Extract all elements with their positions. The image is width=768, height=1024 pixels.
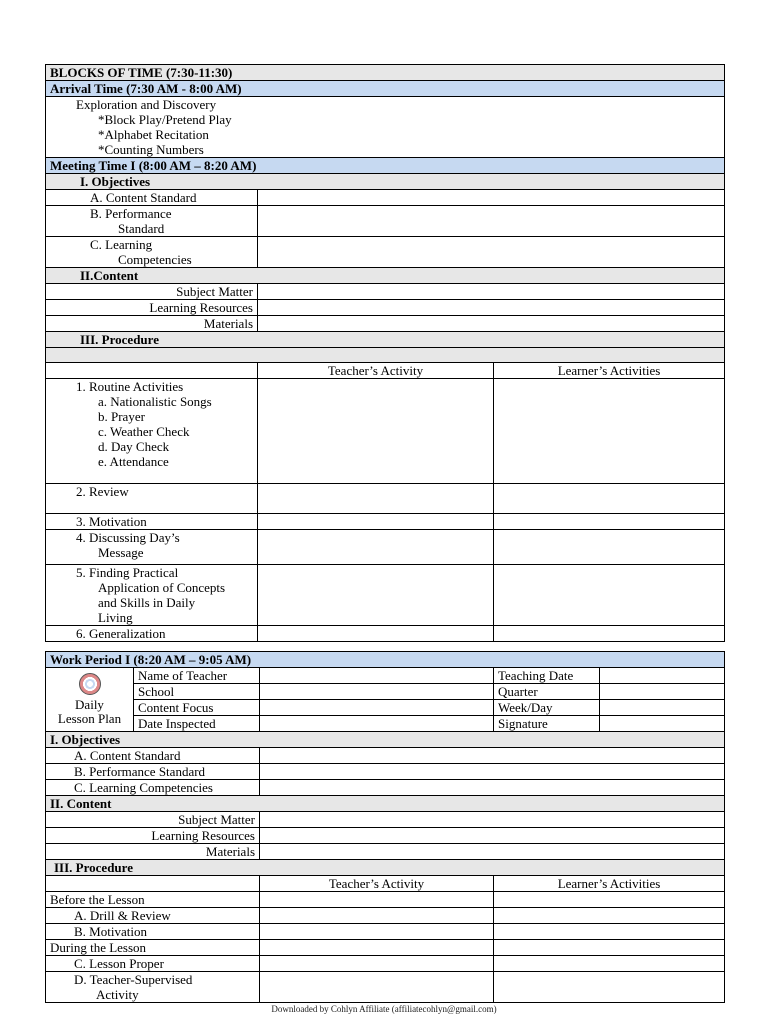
routine-teacher-cell[interactable] [258, 379, 494, 484]
performance-standard-label [46, 206, 258, 237]
meeting-time-heading: Meeting Time I (8:00 AM – 8:20 AM) [46, 158, 725, 174]
review-teacher-cell[interactable] [258, 484, 494, 514]
performance-standard-line: Standard [118, 221, 165, 236]
learning-competencies-label [46, 237, 258, 268]
teacher-supervised-line: D. Teacher-Supervised [74, 972, 193, 987]
motivation-learner-cell[interactable] [494, 924, 725, 940]
school-label: School [134, 684, 260, 700]
content-focus-value[interactable] [260, 700, 494, 716]
discussing-line: 4. Discussing Day’s [76, 530, 180, 545]
finding-line: and Skills in Daily [98, 595, 196, 610]
dlp-logo-cell [46, 668, 134, 732]
teacher-supervised-learner-cell[interactable] [494, 972, 725, 1003]
teacher-supervised-teacher-cell[interactable] [260, 972, 494, 1003]
learning-resources-label: Learning Resources [46, 300, 258, 316]
lesson-proper-label: C. Lesson Proper [46, 956, 260, 972]
procedure-column-blank [46, 363, 258, 379]
exploration-item: *Block Play/Pretend Play [98, 112, 232, 127]
arrival-time-heading: Arrival Time (7:30 AM - 8:00 AM) [46, 81, 725, 97]
before-lesson-label: Before the Lesson [46, 892, 260, 908]
subject-matter-value[interactable] [258, 284, 725, 300]
during-lesson-learner-cell[interactable] [494, 940, 725, 956]
materials-value[interactable] [260, 844, 725, 860]
routine-learner-cell[interactable] [494, 379, 725, 484]
name-of-teacher-value[interactable] [260, 668, 494, 684]
learning-competencies-line: Competencies [118, 252, 192, 267]
learning-competencies-value[interactable] [258, 237, 725, 268]
dlp-label-line: Lesson Plan [57, 711, 122, 726]
signature-label: Signature [494, 716, 600, 732]
performance-standard-label: B. Performance Standard [46, 764, 260, 780]
download-footer: Downloaded by Cohlyn Affiliate (affiliatecohlyn@gmail.com) [271, 1004, 497, 1014]
finding-line: Application of Concepts [98, 580, 226, 595]
performance-standard-value[interactable] [260, 764, 725, 780]
discussing-learner-cell[interactable] [494, 530, 725, 565]
content-heading: II. Content [46, 796, 725, 812]
routine-list [76, 394, 253, 469]
motivation-learner-cell[interactable] [494, 514, 725, 530]
discussing-label [46, 530, 258, 565]
list-item: b. Prayer [98, 409, 145, 424]
work-period-table [45, 651, 725, 1003]
content-standard-label: A. Content Standard [46, 748, 260, 764]
lesson-proper-learner-cell[interactable] [494, 956, 725, 972]
content-focus-label: Content Focus [134, 700, 260, 716]
generalization-teacher-cell[interactable] [258, 626, 494, 642]
discussing-teacher-cell[interactable] [258, 530, 494, 565]
finding-label [46, 565, 258, 626]
dlp-label-line: Daily [75, 697, 104, 712]
review-learner-cell[interactable] [494, 484, 725, 514]
routine-activities-title: 1. Routine Activities [76, 379, 184, 394]
teacher-supervised-line: Activity [96, 987, 139, 1002]
exploration-cell [46, 97, 725, 158]
generalization-learner-cell[interactable] [494, 626, 725, 642]
list-item: e. Attendance [98, 454, 169, 469]
subject-matter-label: Subject Matter [46, 284, 258, 300]
procedure-heading: III. Procedure [46, 332, 725, 348]
name-of-teacher-label: Name of Teacher [134, 668, 260, 684]
during-lesson-label: During the Lesson [46, 940, 260, 956]
learners-activities-header: Learner’s Activities [494, 363, 725, 379]
review-label: 2. Review [46, 484, 258, 514]
learning-competencies-label: C. Learning Competencies [46, 780, 260, 796]
performance-standard-value[interactable] [258, 206, 725, 237]
discussing-line: Message [98, 545, 144, 560]
motivation-teacher-cell[interactable] [260, 924, 494, 940]
school-value[interactable] [260, 684, 494, 700]
learning-resources-label: Learning Resources [46, 828, 260, 844]
week-day-value[interactable] [600, 700, 725, 716]
signature-value[interactable] [600, 716, 725, 732]
teachers-activity-header: Teacher’s Activity [258, 363, 494, 379]
teaching-date-value[interactable] [600, 668, 725, 684]
learning-competencies-value[interactable] [260, 780, 725, 796]
materials-label: Materials [46, 316, 258, 332]
list-item: d. Day Check [98, 439, 170, 454]
finding-line: Living [98, 610, 133, 625]
drill-review-label: A. Drill & Review [46, 908, 260, 924]
content-standard-value[interactable] [260, 748, 725, 764]
learning-resources-value[interactable] [260, 828, 725, 844]
teachers-activity-header: Teacher’s Activity [260, 876, 494, 892]
performance-standard-line: B. Performance [90, 206, 172, 221]
finding-teacher-cell[interactable] [258, 565, 494, 626]
during-lesson-teacher-cell[interactable] [260, 940, 494, 956]
content-standard-value[interactable] [258, 190, 725, 206]
date-inspected-value[interactable] [260, 716, 494, 732]
procedure-column-blank [46, 876, 260, 892]
motivation-teacher-cell[interactable] [258, 514, 494, 530]
teacher-supervised-label [46, 972, 260, 1003]
finding-line: 5. Finding Practical [76, 565, 179, 580]
objectives-heading: I. Objectives [46, 174, 725, 190]
blocks-of-time-table [45, 64, 725, 642]
date-inspected-label: Date Inspected [134, 716, 260, 732]
lesson-proper-teacher-cell[interactable] [260, 956, 494, 972]
exploration-item: *Counting Numbers [98, 142, 204, 157]
motivation-label: 3. Motivation [46, 514, 258, 530]
exploration-item: *Alphabet Recitation [98, 127, 209, 142]
deped-seal-icon [79, 673, 101, 695]
subject-matter-label: Subject Matter [46, 812, 260, 828]
routine-activities-cell [46, 379, 258, 484]
materials-value[interactable] [258, 316, 725, 332]
learning-resources-value[interactable] [258, 300, 725, 316]
materials-label: Materials [46, 844, 260, 860]
drill-review-learner-cell[interactable] [494, 908, 725, 924]
before-lesson-teacher-cell[interactable] [260, 892, 494, 908]
objectives-heading: I. Objectives [46, 732, 725, 748]
learners-activities-header: Learner’s Activities [494, 876, 725, 892]
drill-review-teacher-cell[interactable] [260, 908, 494, 924]
procedure-spacer [46, 348, 725, 363]
learning-competencies-line: C. Learning [90, 237, 153, 252]
motivation-label: B. Motivation [46, 924, 260, 940]
before-lesson-learner-cell[interactable] [494, 892, 725, 908]
finding-learner-cell[interactable] [494, 565, 725, 626]
generalization-label: 6. Generalization [46, 626, 258, 642]
content-heading: II.Content [46, 268, 725, 284]
quarter-value[interactable] [600, 684, 725, 700]
procedure-heading: III. Procedure [46, 860, 725, 876]
teaching-date-label: Teaching Date [494, 668, 600, 684]
quarter-label: Quarter [494, 684, 600, 700]
content-standard-label: A. Content Standard [46, 190, 258, 206]
exploration-title: Exploration and Discovery [76, 97, 217, 112]
list-item: c. Weather Check [98, 424, 190, 439]
work-period-heading: Work Period I (8:20 AM – 9:05 AM) [46, 652, 725, 668]
week-day-label: Week/Day [494, 700, 600, 716]
list-item: a. Nationalistic Songs [98, 394, 212, 409]
blocks-of-time-heading: BLOCKS OF TIME (7:30-11:30) [46, 65, 725, 81]
subject-matter-value[interactable] [260, 812, 725, 828]
